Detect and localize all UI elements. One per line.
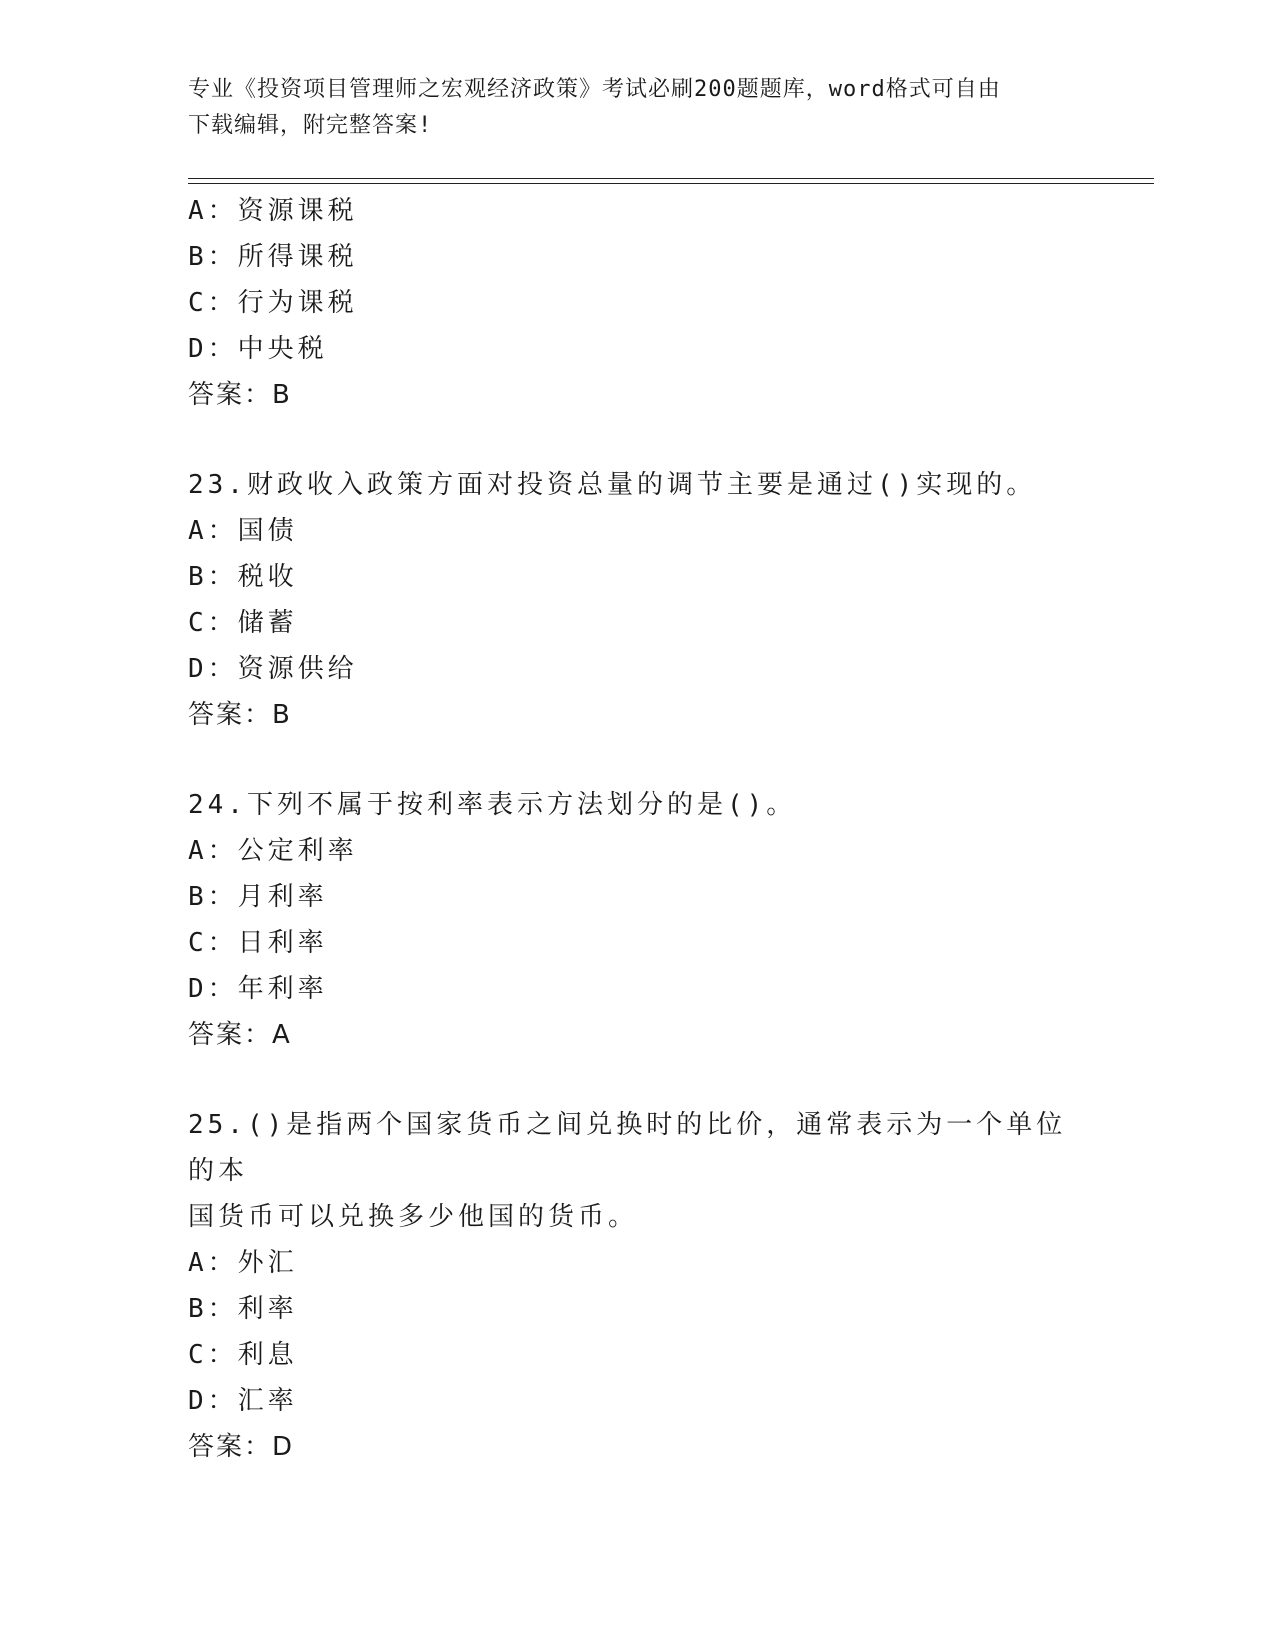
header-divider — [188, 178, 1154, 184]
question-stem-line-1: 25.()是指两个国家货币之间兑换时的比价，通常表示为一个单位的本 — [188, 1110, 1067, 1186]
document-header — [188, 72, 1088, 144]
answer: 答案：D — [188, 1432, 295, 1462]
option-d: D：资源供给 — [188, 654, 358, 684]
option-c: C：行为课税 — [188, 288, 358, 318]
answer: 答案：A — [188, 1020, 292, 1050]
option-b: B：月利率 — [188, 882, 328, 912]
option-d: D：汇率 — [188, 1386, 298, 1416]
question-list — [188, 188, 1088, 1470]
question-24 — [188, 782, 1088, 1058]
question-stem-line-2: 国货币可以兑换多少他国的货币。 — [188, 1202, 639, 1232]
option-b: B：所得课税 — [188, 242, 358, 272]
option-c: C：利息 — [188, 1340, 298, 1370]
question-22 — [188, 188, 1088, 418]
answer: 答案：B — [188, 700, 292, 730]
question-stem: 24.下列不属于按利率表示方法划分的是()。 — [188, 790, 797, 820]
option-a: A：国债 — [188, 516, 298, 546]
option-c: C：储蓄 — [188, 608, 298, 638]
question-25 — [188, 1102, 1088, 1470]
option-a: A：公定利率 — [188, 836, 358, 866]
header-line-1: 专业《投资项目管理师之宏观经济政策》考试必刷200题题库，word格式可自由 — [188, 77, 1001, 102]
option-d: D：中央税 — [188, 334, 328, 364]
option-b: B：税收 — [188, 562, 298, 592]
question-23 — [188, 462, 1088, 738]
option-c: C：日利率 — [188, 928, 328, 958]
option-a: A：资源课税 — [188, 196, 358, 226]
answer: 答案：B — [188, 380, 292, 410]
option-d: D：年利率 — [188, 974, 328, 1004]
option-a: A：外汇 — [188, 1248, 298, 1278]
header-line-2: 下载编辑，附完整答案! — [188, 113, 433, 138]
option-b: B：利率 — [188, 1294, 298, 1324]
question-stem: 23.财政收入政策方面对投资总量的调节主要是通过()实现的。 — [188, 470, 1037, 500]
